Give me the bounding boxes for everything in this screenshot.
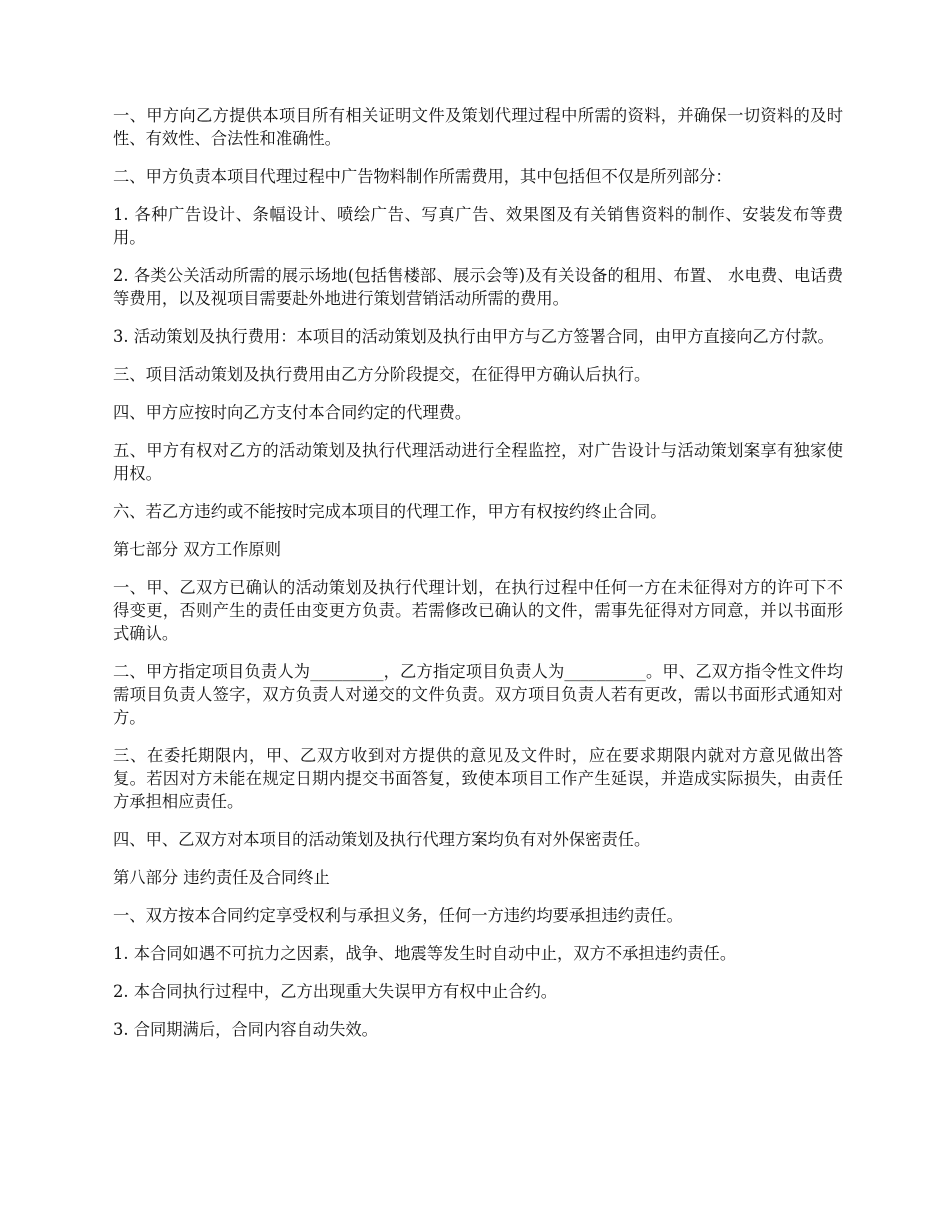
paragraph-plan-changes: 一、甲、乙双方已确认的活动策划及执行代理计划，在执行过程中任何一方在未征得对方的许可下不得变更，否则产生的责任由变更方负责。若需修改已确认的文件，需事先征得对方同意，并以书面形式确认。 bbox=[113, 578, 843, 643]
paragraph-item-1-design-costs: 1. 各种广告设计、条幅设计、喷绘广告、写真广告、效果图及有关销售资料的制作、安装发布等费用。 bbox=[113, 205, 843, 247]
paragraph-expiry: 3. 合同期满后，合同内容自动失效。 bbox=[113, 1020, 378, 1039]
paragraph-staged-submission: 三、项目活动策划及执行费用由乙方分阶段提交，在征得甲方确认后执行。 bbox=[113, 365, 651, 384]
paragraph-major-error: 2. 本合同执行过程中，乙方出现重大失误甲方有权中止合约。 bbox=[113, 982, 558, 1001]
paragraph-project-leads: 二、甲方指定项目负责人为_________，乙方指定项目负责人为__________。甲、乙双方指令性文件均需项目负责人签字，双方负责人对递交的文件负责。双方项目负责人若有更改，需以书面形式通知对方。 bbox=[113, 662, 843, 727]
document-body bbox=[113, 104, 843, 1056]
paragraph-response-deadline: 三、在委托期限内，甲、乙双方收到对方提供的意见及文件时，应在要求期限内就对方意见做出答复。若因对方未能在规定日期内提交书面答复，致使本项目工作产生延误，并造成实际损失，由责任方承担相应责任。 bbox=[113, 746, 843, 811]
section-heading-part-7: 第七部分 双方工作原则 bbox=[113, 540, 281, 559]
paragraph-party-a-ad-costs: 二、甲方负责本项目代理过程中广告物料制作所需费用，其中包括但不仅是所列部分： bbox=[113, 167, 732, 186]
paragraph-force-majeure: 1. 本合同如遇不可抗力之因素，战争、地震等发生时自动中止，双方不承担违约责任。 bbox=[113, 944, 737, 963]
paragraph-termination-right: 六、若乙方违约或不能按时完成本项目的代理工作，甲方有权按约终止合同。 bbox=[113, 502, 667, 521]
paragraph-item-2-pr-costs: 2. 各类公关活动所需的展示场地(包括售楼部、展示会等)及有关设备的租用、布置、 水电费、电话费等费用，以及视项目需要赴外地进行策划营销活动所需的费用。 bbox=[113, 266, 843, 308]
paragraph-party-a-documents: 一、甲方向乙方提供本项目所有相关证明文件及策划代理过程中所需的资料，并确保一切资料的及时性、有效性、合法性和准确性。 bbox=[113, 106, 843, 148]
paragraph-monitoring-rights: 五、甲方有权对乙方的活动策划及执行代理活动进行全程监控，对广告设计与活动策划案享有独家使用权。 bbox=[113, 441, 843, 483]
paragraph-breach-liability: 一、双方按本合同约定享受权利与承担义务，任何一方违约均要承担违约责任。 bbox=[113, 906, 683, 925]
paragraph-confidentiality: 四、甲、乙双方对本项目的活动策划及执行代理方案均负有对外保密责任。 bbox=[113, 830, 651, 849]
paragraph-item-3-event-costs: 3. 活动策划及执行费用：本项目的活动策划及执行由甲方与乙方签署合同，由甲方直接向乙方付款。 bbox=[113, 327, 834, 346]
paragraph-agency-fee: 四、甲方应按时向乙方支付本合同约定的代理费。 bbox=[113, 403, 472, 422]
section-heading-part-8: 第八部分 违约责任及合同终止 bbox=[113, 868, 330, 887]
